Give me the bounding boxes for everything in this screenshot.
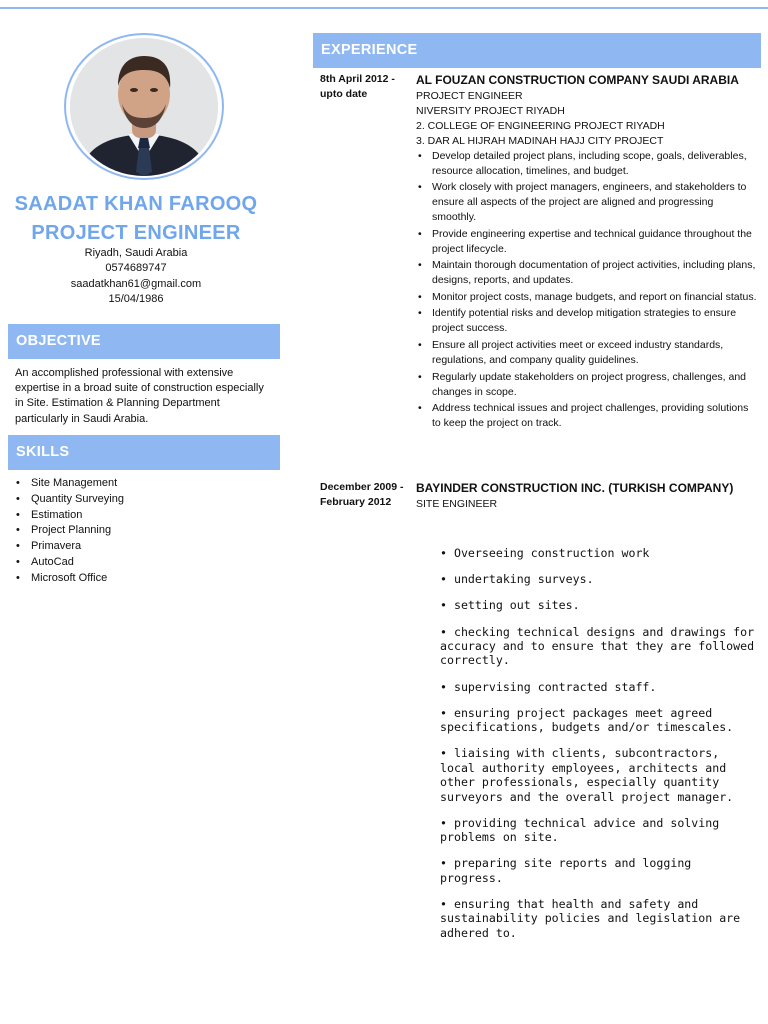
responsibility-item: • Regularly update stakeholders on project progress, challenges, and changes in scope. [416, 370, 760, 400]
skill-item: • AutoCad [15, 555, 273, 571]
location: Riyadh, Saudi Arabia [84, 247, 188, 259]
duty-item: • setting out sites. [440, 598, 580, 613]
skill-item: • Project Planning [15, 523, 273, 539]
skill-item: • Site Management [15, 476, 273, 492]
experience-heading: EXPERIENCE [313, 33, 761, 68]
responsibility-item: • Maintain thorough documentation of project activities, including plans, designs, reports, and updates. [416, 258, 760, 288]
duty-item: • Overseeing construction work [440, 546, 650, 560]
duty-item: • supervising contracted staff. [440, 679, 657, 694]
company-name: BAYINDER CONSTRUCTION INC. (TURKISH COMPANY) [416, 481, 734, 495]
job-body [416, 72, 760, 433]
skills-heading: SKILLS [8, 435, 280, 470]
skill-item: • Microsoft Office [15, 571, 273, 587]
profile-photo-illustration [70, 38, 218, 176]
job-role: PROJECT ENGINEER [416, 89, 523, 102]
job-date: 8th April 2012 - upto date [320, 73, 395, 100]
job-date: December 2009 - February 2012 [320, 481, 404, 508]
responsibility-item: • Identify potential risks and develop mitigation strategies to ensure project success. [416, 306, 760, 336]
top-rule [0, 7, 768, 9]
responsibility-item: • Ensure all project activities meet or exceed industry standards, regulations, and company quality guidelines. [416, 338, 760, 368]
skills-list [15, 476, 273, 587]
project-line: NIVERSITY PROJECT RIYADH [416, 104, 565, 117]
responsibility-item: • Address technical issues and project challenges, providing solutions to keep the project on track. [416, 401, 760, 431]
duty-item: • preparing site reports and logging progress. [440, 856, 692, 885]
job-body [416, 480, 760, 512]
duty-item: • providing technical advice and solving problems on site. [440, 815, 720, 845]
project-line: 2. COLLEGE OF ENGINEERING PROJECT RIYADH [416, 119, 665, 132]
job-title: PROJECT ENGINEER [31, 222, 241, 244]
responsibility-item: • Work closely with project managers, engineers, and stakeholders to ensure all aspects of the project are aligned and progressing smoothly. [416, 180, 760, 225]
responsibility-item: • Monitor project costs, manage budgets, and report on financial status. [416, 290, 760, 305]
duty-item: • ensuring project packages meet agreed specifications, budgets and/or timescales. [440, 705, 734, 735]
phone: 0574689747 [105, 262, 167, 275]
name-block [0, 190, 272, 248]
duty-item: • liaising with clients, subcontractors, local authority employees, architects and other professionals, especially quantity surveyors and the overall project manager. [440, 746, 734, 804]
job-role: SITE ENGINEER [416, 497, 498, 510]
project-line: 3. DAR AL HIJRAH MADINAH HAJJ CITY PROJECT [416, 134, 664, 147]
date-of-birth: 15/04/1986 [108, 292, 164, 305]
duty-item: • ensuring that health and safety and sustainability policies and legislation are adhered to. [440, 897, 741, 940]
duty-item: • checking technical designs and drawings for accuracy and to ensure that they are followed correctly. [440, 624, 755, 668]
objective-text: An accomplished professional with extensive expertise in a broad suite of construction especially in Site. Estimation & Planning Department particularly in Saudi Arabia. [15, 367, 264, 425]
responsibility-item: • Develop detailed project plans, including scope, goals, deliverables, resource allocation, timelines, and budget. [416, 149, 760, 179]
skill-item: • Quantity Surveying [15, 492, 273, 508]
contact-block [0, 246, 272, 307]
responsibility-list [416, 149, 760, 432]
skill-item: • Estimation [15, 508, 273, 524]
company-name: AL FOUZAN CONSTRUCTION COMPANY SAUDI ARABIA [416, 73, 739, 87]
skill-item: • Primavera [15, 539, 273, 555]
duty-item: • undertaking surveys. [440, 572, 594, 587]
profile-photo [70, 38, 218, 176]
site-duties-list [440, 546, 760, 952]
email: saadatkhan61@gmail.com [70, 277, 202, 290]
responsibility-item: • Provide engineering expertise and technical guidance throughout the project lifecycle. [416, 227, 760, 257]
full-name: SAADAT KHAN FAROOQ [14, 193, 258, 215]
objective-heading: OBJECTIVE [8, 324, 280, 359]
